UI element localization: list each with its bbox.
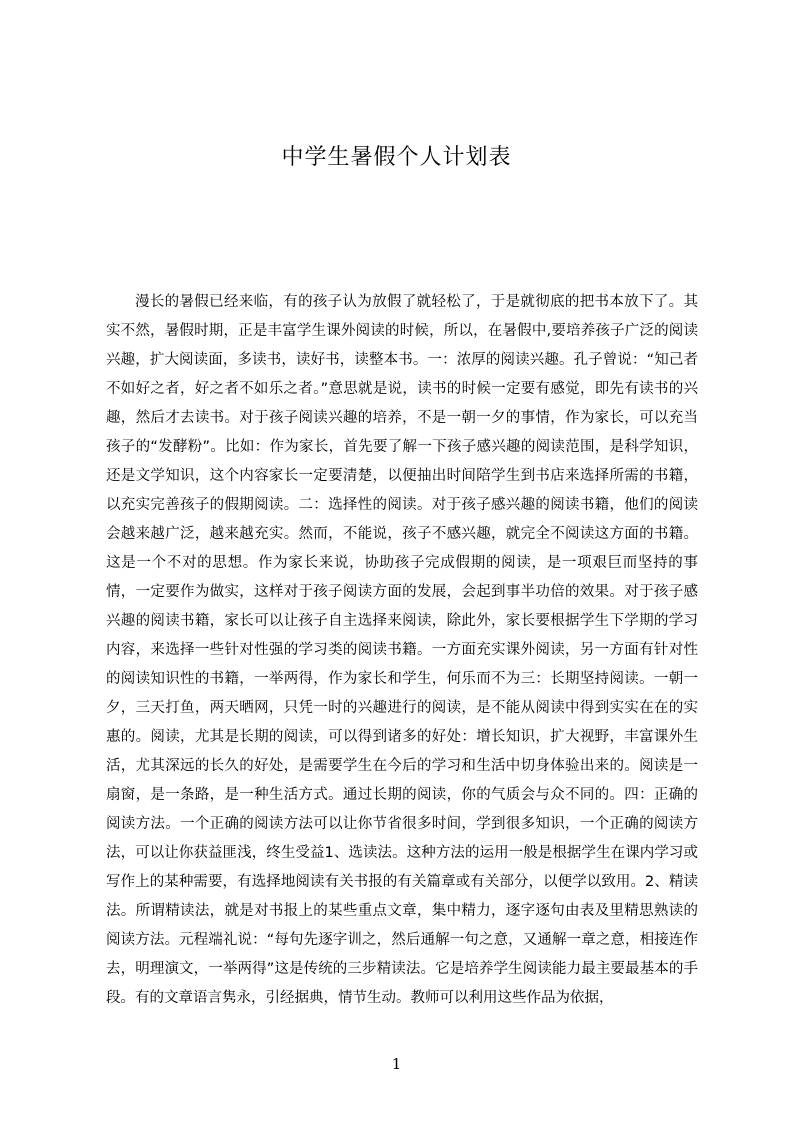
document-title: 中学生暑假个人计划表 xyxy=(281,145,512,170)
body-paragraph: 漫长的暑假已经来临，有的孩子认为放假了就轻松了，于是就彻底的把书本放下了。其实不然，暑假时期，正是丰富学生课外阅读的时候，所以，在暑假中,要培养孩子广泛的阅读兴趣，扩大阅读面，多读书，读好书，读整本书。一：浓厚的阅读兴趣。孔子曾说：“知己者不如好之者，好之者不如乐之者。”意思就是说，读书的时候一定要有感觉，即先有读书的兴趣，然后才去读书。对于孩子阅读兴趣的培养，不是一朝一夕的事情，作为家长，可以充当孩子的“发酵粉”。比如：作为家长，首先要了解一下孩子感兴趣的阅读范围，是科学知识，还是文学知识，这个内容家长一定要清楚，以便抽出时间陪学生到书店来选择所需的书籍，以充实完善孩子的假期阅读。二：选择性的阅读。对于孩子感兴趣的阅读书籍，他们的阅读会越来越广泛，越来越充实。然而，不能说，孩子不感兴趣，就完全不阅读这方面的书籍。这是一个不对的思想。作为家长来说，协助孩子完成假期的阅读，是一项艰巨而坚持的事情，一定要作为做实，这样对于孩子阅读方面的发展，会起到事半功倍的效果。对于孩子感兴趣的阅读书籍，家长可以让孩子自主选择来阅读，除此外，家长要根据学生下学期的学习内容，来选择一些针对性强的学习类的阅读书籍。一方面充实课外阅读，另一方面有针对性的阅读知识性的书籍，一举两得，作为家长和学生，何乐而不为三：长期坚持阅读。一朝一夕，三天打鱼，两天晒网，只凭一时的兴趣进行的阅读，是不能从阅读中得到实实在在的实惠的。阅读，尤其是长期的阅读，可以得到诸多的好处：增长知识，扩大视野，丰富课外生活，尤其深远的长久的好处，是需要学生在今后的学习和生活中切身体验出来的。阅读是一扇窗，是一条路，是一种生活方式。通过长期的阅读，你的气质会与众不同的。四：正确的阅读方法。一个正确的阅读方法可以让你节省很多时间，学到很多知识，一个正确的阅读方法，可以让你获益匪浅，终生受益1、选读法。这种方法的运用一般是根据学生在课内学习或写作上的某种需要，有选择地阅读有关书报的有关篇章或有关部分，以便学以致用。2、精读法。所谓精读法，就是对书报上的某些重点文章，集中精力，逐字逐句由表及里精思熟读的阅读方法。元程端礼说：“每句先逐字训之，然后通解一句之意，又通解一章之意，相接连作去，明理演文，一举两得”这是传统的三步精读法。它是培养学生阅读能力最主要最基本的手段。有的文章语言隽永，引经据典，情节生动。教师可以利用这些作品为依据， xyxy=(106,294,698,1006)
page-number: 1 xyxy=(391,1055,402,1073)
